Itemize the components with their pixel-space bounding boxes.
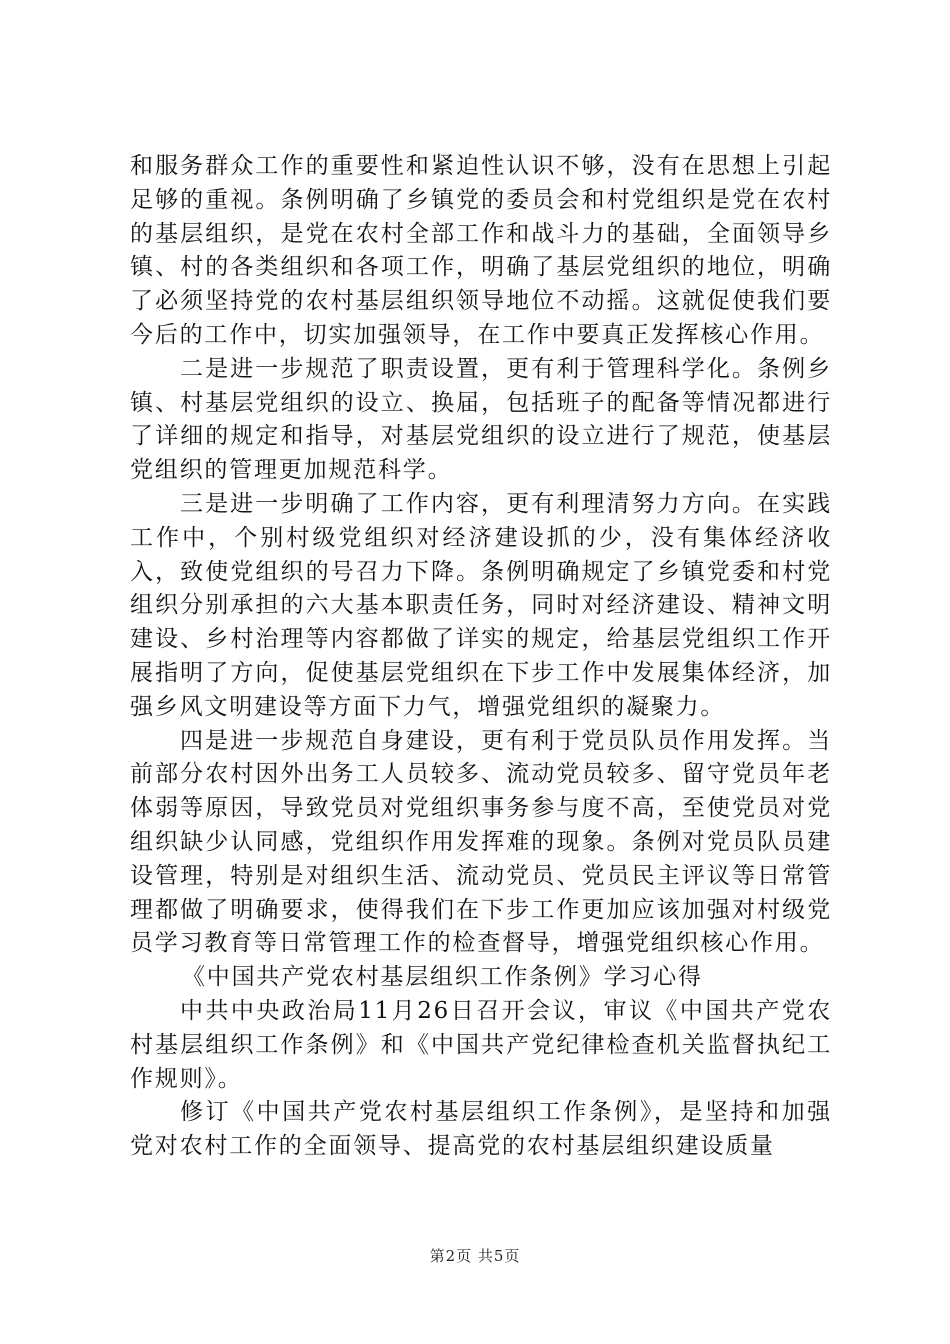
paragraph-5: 中共中央政治局11月26日召开会议，审议《中国共产党农村基层组织工作条例》和《中国共产党纪律检查机关监督执纪工作规则》。 [130, 997, 832, 1092]
paragraph-4: 四是进一步规范自身建设，更有利于党员队员作用发挥。当前部分农村因外出务工人员较多、流动党员较多、留守党员年老体弱等原因，导致党员对党组织事务参与度不高，至使党员对党组织缺少认同感，党组织作用发挥难的现象。条例对党员队员建设管理，特别是对组织生活、流动党员、党员民主评议等日常管理都做了明确要求，使得我们在下步工作更加应该加强对村级党员学习教育等日常管理工作的检查督导，增强党组织核心作用。 [130, 727, 832, 957]
paragraph-3: 三是进一步明确了工作内容，更有利理清努力方向。在实践工作中，个别村级党组织对经济建设抓的少，没有集体经济收入，致使党组织的号召力下降。条例明确规定了乡镇党委和村党组织分别承担的六大基本职责任务，同时对经济建设、精神文明建设、乡村治理等内容都做了详实的规定，给基层党组织工作开展指明了方向，促使基层党组织在下步工作中发展集体经济，加强乡风文明建设等方面下力气，增强党组织的凝聚力。 [130, 490, 832, 720]
document-body [130, 150, 832, 1164]
paragraph-2: 二是进一步规范了职责设置，更有利于管理科学化。条例乡镇、村基层党组织的设立、换届，包括班子的配备等情况都进行了详细的规定和指导，对基层党组织的设立进行了规范，使基层党组织的管理更加规范科学。 [130, 355, 832, 484]
paragraph-1: 和服务群众工作的重要性和紧迫性认识不够，没有在思想上引起足够的重视。条例明确了乡镇党的委员会和村党组织是党在农村的基层组织，是党在农村全部工作和战斗力的基础，全面领导乡镇、村的各类组织和各项工作，明确了基层党组织的地位，明确了必须坚持党的农村基层组织领导地位不动摇。这就促使我们要今后的工作中，切实加强领导，在工作中要真正发挥核心作用。 [130, 153, 832, 348]
paragraph-6: 修订《中国共产党农村基层组织工作条例》，是坚持和加强党对农村工作的全面领导、提高党的农村基层组织建设质量 [130, 1099, 832, 1160]
section-title: 《中国共产党农村基层组织工作条例》学习心得 [182, 964, 703, 991]
page-number-footer: 第2页 共5页 [429, 1247, 521, 1265]
